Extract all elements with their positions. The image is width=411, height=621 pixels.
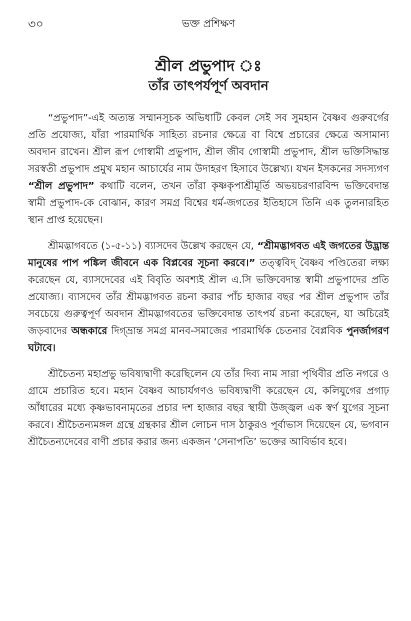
running-title: ভক্ত প্রশিক্ষণ (181, 18, 236, 30)
paragraph-text: দিগ্‌ভ্রান্ত সমগ্র মানব-সমাজের পারমার্থিক চেতনার বৈপ্লবিক (107, 326, 347, 337)
body-text (28, 110, 389, 451)
emphasis-text: পুনর্জাগরণ ঘটাবে। (28, 326, 389, 354)
paragraph-text: কথাটি বলেন, তখন তাঁরা কৃষ্ণকৃপাশ্রীমূর্তি অভয়চরণারবিন্দ ভক্তিবেদান্ত স্বামী প্রভুপাদ-কে বোঝান, কারণ সমগ্র বিশ্বের ধর্ম-জগতের ইতিহাসে তিনি এক তুলনারহিত স্থান প্রাপ্ত হয়েছেন। (28, 181, 389, 226)
emphasis-text: অন্ধকারে (71, 326, 108, 337)
paragraph-text: “প্রভুপাদ”-এই অত্যন্ত সম্মানসূচক অভিধাটি কেবল সেই সব সুমহান বৈষ্ণব গুরুবর্গের প্রতি প্রযোজ্য, যাঁরা পারমার্থিক সাহিত্য রচনার ক্ষেত্রে বা বিশ্বে প্রচারের ক্ষেত্রে অসামান্য অবদান রাখেন। শ্রীল রূপ গোস্বামী প্রভুপাদ, শ্রীল জীব গোস্বামী প্রভুপাদ, শ্রীল ভক্তিসিদ্ধান্ত সরস্বতী প্রভুপাদ প্রমুখ মহান আচার্যের নাম উদাহরণ হিসাবে উল্লেখ্য। যখন ইসকনের সদস্যগণ (28, 113, 389, 175)
paragraph-1 (28, 110, 389, 229)
heading-title: শ্রীল প্রভুপাদ ঃ (155, 57, 262, 75)
paragraph-text: তত্ত্ববিদ্ বৈষ্ণব পণ্ডিতেরা লক্ষ্য করেছেন যে, ব্যাসদেবের এই বিবৃতি অবশ্যই শ্রীল এ.সি ভক্তিবেদান্ত স্বামী প্রভুপাদের প্রতি প্রযোজ্য। ব্যাসদেব তাঁর শ্রীমদ্ভাগবত রচনা করার পাঁচ হাজার বছর পর শ্রীল প্রভুপাদ তাঁর সবচেয়ে গুরুত্বপূর্ণ অবদান শ্রীমদ্ভাগবতের ভক্তিবেদান্ত তাৎপর্য রচনা করেছেন, যা অচিরেই জড়বাদের (28, 258, 389, 337)
paragraph-2 (28, 238, 389, 357)
chapter-heading (28, 55, 389, 97)
emphasis-text: “শ্রীল প্রভুপাদ” (28, 181, 95, 192)
emphasis-text: “শ্রীমদ্ভাগবত এই জগতের উদ্ভ্রান্ত মানুষের পাপ পঙ্কিল জীবনে এক বিপ্লবের সূচনা করবে।” (28, 241, 389, 269)
heading-subtitle: তাঁর তাৎপর্যপূর্ণ অবদান (148, 79, 269, 94)
page-number: ৩০ (28, 17, 44, 31)
paragraph-text: শ্রীমদ্ভাগবতে (১-৫-১১) ব্যাসদেব উল্লেখ করছেন যে, (48, 241, 258, 252)
paragraph-3 (28, 366, 389, 451)
running-head (28, 14, 389, 34)
paragraph-text: শ্রীচৈতন্য মহাপ্রভু ভবিষ্যদ্বাণী করেছিলেন যে তাঁর দিব্য নাম সারা পৃথিবীর প্রতি নগরে ও গ্রামে প্রচারিত হবে। মহান বৈষ্ণব আচার্যগণও ভবিষ্যদ্বাণী করেছেন যে, কলিযুগের প্রগাঢ় আঁধারের মধ্যে কৃষ্ণভাবনামৃতের প্রচার দশ হাজার বছর স্থায়ী উজ্জ্বল এক স্বর্ণ যুগের সূচনা করবে। শ্রীচৈতন্যমঙ্গল গ্রন্থে গ্রন্থকার শ্রীল লোচন দাস ঠাকুরও পূর্বাভাস দিয়েছেন যে, ভগবান শ্রীচৈতন্যদেবের বাণী প্রচার করার জন্য একজন ‘সেনাপতি’ ভক্তের আবির্ভাব হবে। (28, 369, 389, 448)
